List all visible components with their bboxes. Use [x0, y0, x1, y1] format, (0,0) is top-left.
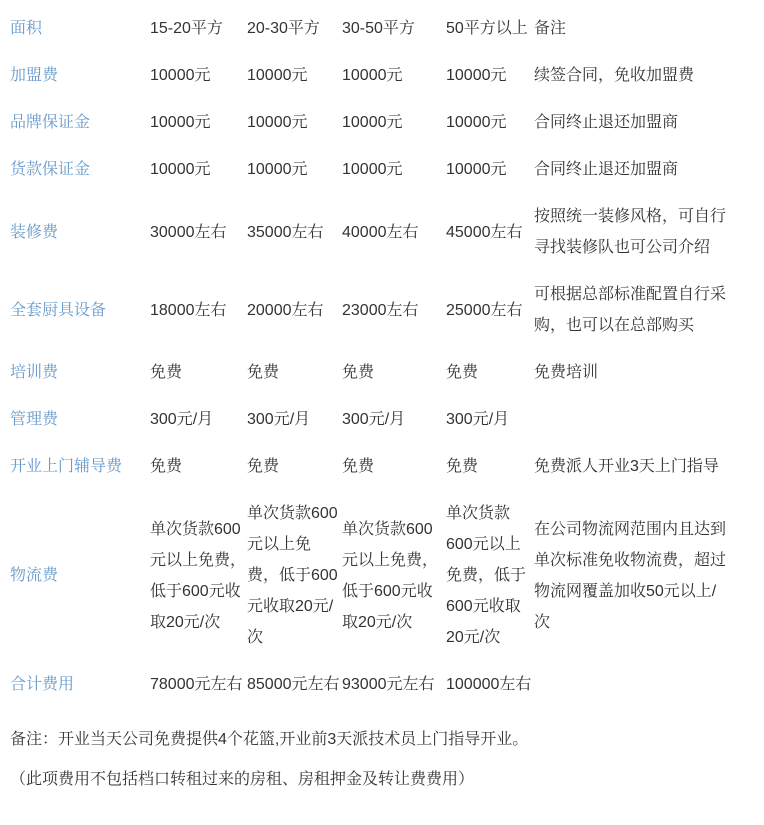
table-row-franchise-fee: [10, 52, 732, 99]
cell-value: 10000元: [247, 67, 308, 84]
table-row-decoration-fee: [10, 193, 732, 271]
cell-note: 在公司物流网范围内且达到单次标准免收物流费，超过物流网覆盖加收50元以上/次: [534, 520, 727, 631]
row-label: 培训费: [10, 364, 59, 381]
fee-table: [10, 5, 732, 708]
table-row-total-cost: [10, 661, 732, 708]
cell-value: 免费: [446, 458, 479, 475]
table-row-logistics-fee: [10, 490, 732, 661]
table-row-training-fee: [10, 349, 732, 396]
cell-value: 93000元左右: [342, 676, 435, 693]
table-row-opening-guidance-fee: [10, 443, 732, 490]
cell-value: 10000元: [150, 114, 211, 131]
cell-note: [534, 396, 732, 443]
table-row-kitchen-equipment: [10, 271, 732, 349]
cell-value: 78000元左右: [150, 676, 243, 693]
cell-value: 300元/月: [342, 411, 406, 428]
cell-value: 10000元: [247, 114, 308, 131]
row-label: 装修费: [10, 223, 59, 241]
cell-value: 10000元: [150, 161, 211, 178]
cell-note: 按照统一装修风格，可自行寻找装修队也可公司介绍: [534, 208, 727, 256]
cell-value: 23000左右: [342, 301, 419, 319]
cell-value: 30000左右: [150, 223, 227, 241]
table-row-brand-deposit: [10, 99, 732, 146]
cell-note: 续签合同，免收加盟费: [534, 67, 695, 84]
cell-value: 100000左右: [446, 676, 532, 693]
footer-note-line1: 备注：开业当天公司免费提供4个花篮,开业前3天派技术员上门指导开业。: [10, 731, 529, 748]
cell-value: 300元/月: [247, 411, 311, 428]
column-header: 15-20平方: [150, 20, 223, 37]
cell-value: 25000左右: [446, 301, 523, 319]
table-row-goods-deposit: [10, 146, 732, 193]
table-header-row: [10, 5, 732, 52]
cell-value: 单次货款600元以上免费，低于600元收取20元/次: [446, 505, 527, 646]
cell-value: 45000左右: [446, 223, 523, 241]
cell-note: 免费培训: [534, 364, 599, 381]
cell-value: 10000元: [446, 114, 507, 131]
table-row-management-fee: [10, 396, 732, 443]
cell-note: 合同终止退还加盟商: [534, 114, 679, 131]
cell-value: 10000元: [247, 161, 308, 178]
cell-value: 免费: [446, 364, 479, 381]
cell-value: 10000元: [342, 114, 403, 131]
cell-note: [534, 661, 732, 708]
row-label: 物流费: [10, 567, 59, 584]
cell-value: 免费: [247, 458, 280, 475]
column-header: 20-30平方: [247, 20, 320, 37]
column-header-note: 备注: [534, 20, 567, 37]
cell-value: 20000左右: [247, 301, 324, 319]
cell-value: 10000元: [446, 67, 507, 84]
cell-value: 85000元左右: [247, 676, 340, 693]
cell-value: 10000元: [342, 67, 403, 84]
cell-value: 10000元: [446, 161, 507, 178]
cell-note: 可根据总部标准配置自行采购，也可以在总部购买: [534, 286, 727, 334]
cell-value: 免费: [247, 364, 280, 381]
column-header: 50平方以上: [446, 20, 528, 37]
cell-value: 40000左右: [342, 223, 419, 241]
cell-value: 免费: [342, 458, 375, 475]
row-label: 货款保证金: [10, 161, 91, 178]
footer-note-line2: （此项费用不包括档口转租过来的房租、房租押金及转让费费用）: [10, 771, 475, 788]
header-area-label: 面积: [10, 20, 43, 37]
row-label: 合计费用: [10, 676, 75, 693]
cell-value: 35000左右: [247, 223, 324, 241]
row-label: 管理费: [10, 411, 59, 428]
row-label: 开业上门辅导费: [10, 458, 123, 475]
cell-value: 单次货款600元以上免费，低于600元收取20元/次: [150, 520, 247, 631]
cell-value: 免费: [150, 364, 183, 381]
column-header: 30-50平方: [342, 20, 415, 37]
cell-value: 单次货款600元以上免费，低于600元收取20元/次: [247, 505, 338, 646]
cell-value: 单次货款600元以上免费，低于600元收取20元/次: [342, 520, 439, 631]
cell-value: 10000元: [342, 161, 403, 178]
cell-value: 免费: [150, 458, 183, 475]
row-label: 加盟费: [10, 67, 59, 84]
row-label: 全套厨具设备: [10, 301, 107, 319]
cell-note: 免费派人开业3天上门指导: [534, 458, 719, 475]
cell-note: 合同终止退还加盟商: [534, 161, 679, 178]
row-label: 品牌保证金: [10, 114, 91, 131]
cell-value: 300元/月: [446, 411, 510, 428]
cell-value: 18000左右: [150, 301, 227, 319]
cell-value: 10000元: [150, 67, 211, 84]
cell-value: 300元/月: [150, 411, 214, 428]
footer-notes: [10, 720, 764, 800]
cell-value: 免费: [342, 364, 375, 381]
